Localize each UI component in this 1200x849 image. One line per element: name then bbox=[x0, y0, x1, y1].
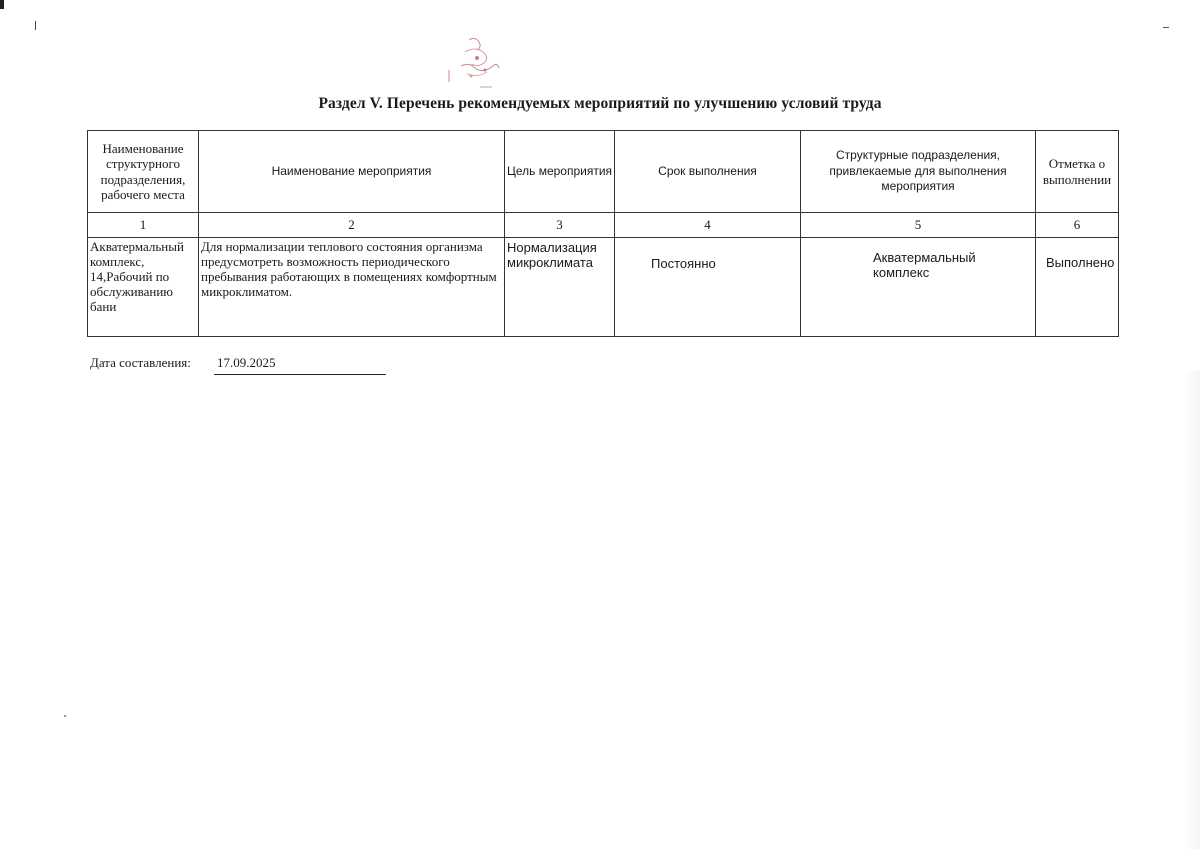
scan-edge-shadow bbox=[1184, 370, 1200, 849]
scan-mark bbox=[0, 0, 4, 9]
stamp-signature-image bbox=[447, 30, 509, 92]
table-header-row bbox=[88, 131, 1119, 213]
header-deadline: Срок выполнения bbox=[615, 131, 801, 213]
scan-mark bbox=[1163, 27, 1169, 28]
header-departments: Структурные подразделения, привлекаемые для выполнения мероприятия bbox=[801, 131, 1036, 213]
header-measure: Наименование мероприятия bbox=[199, 131, 505, 213]
column-number: 1 bbox=[88, 213, 199, 238]
column-number: 6 bbox=[1036, 213, 1119, 238]
column-number: 5 bbox=[801, 213, 1036, 238]
column-number: 4 bbox=[615, 213, 801, 238]
cell-status: Выполнено bbox=[1036, 238, 1119, 337]
date-label: Дата составления: bbox=[90, 355, 191, 370]
measures-table bbox=[87, 130, 1119, 337]
cell-deadline: Постоянно bbox=[615, 238, 801, 337]
cell-workplace: Акватермальный комплекс, 14,Рабочий по обслуживанию бани bbox=[88, 238, 199, 337]
table-row bbox=[88, 238, 1119, 337]
cell-measure: Для нормализации теплового состояния организма предусмотреть возможность периодического пребывания работающих в помещениях комфортным микроклиматом. bbox=[199, 238, 505, 337]
column-number: 2 bbox=[199, 213, 505, 238]
cell-goal: Нормализация микроклимата bbox=[505, 238, 615, 337]
section-title: Раздел V. Перечень рекомендуемых мероприятий по улучшению условий труда bbox=[318, 95, 882, 112]
header-workplace: Наименование структурного подразделения, рабочего места bbox=[88, 131, 199, 213]
header-status: Отметка о выполнении bbox=[1036, 131, 1119, 213]
date-value: 17.09.2025 bbox=[217, 355, 276, 370]
scan-mark bbox=[35, 21, 36, 30]
date-underline bbox=[214, 374, 386, 375]
header-goal: Цель мероприятия bbox=[505, 131, 615, 213]
cell-departments: Акватермальный комплекс bbox=[801, 238, 1036, 337]
column-number: 3 bbox=[505, 213, 615, 238]
column-number-row bbox=[88, 213, 1119, 238]
scan-speck bbox=[64, 715, 66, 717]
